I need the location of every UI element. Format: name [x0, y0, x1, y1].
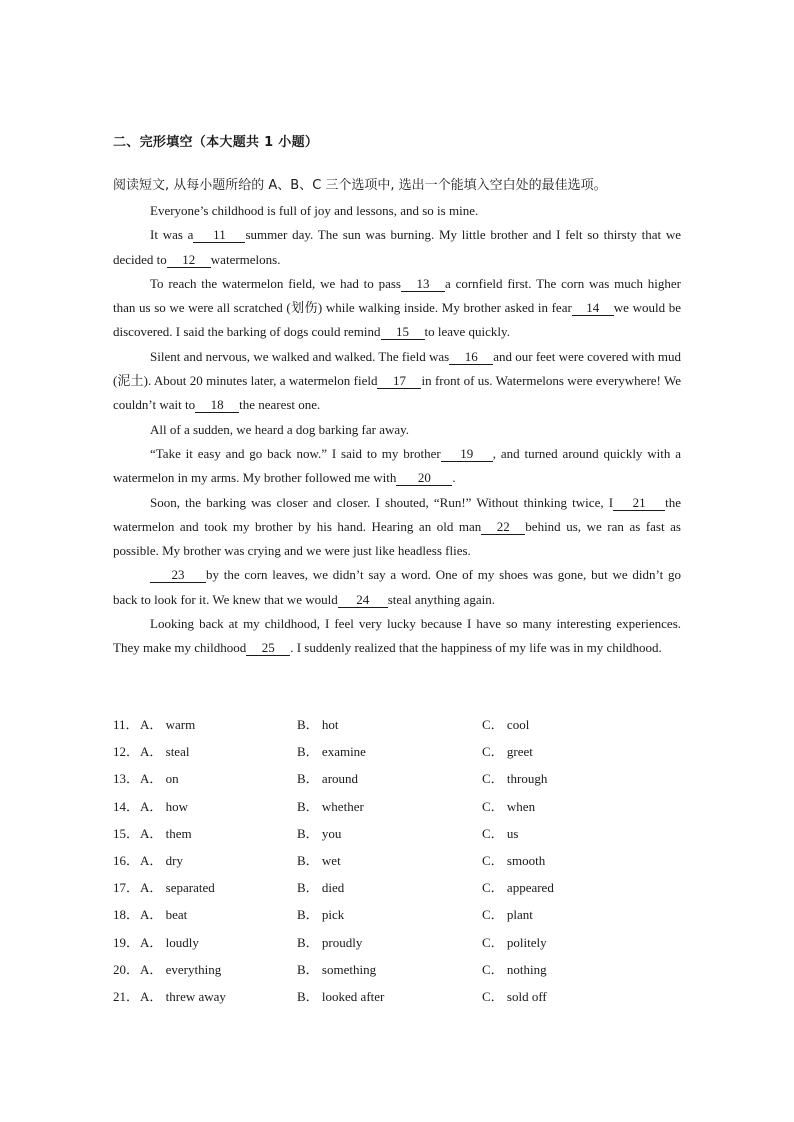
option-c: C． us [482, 825, 519, 841]
question-number: 17． [113, 880, 140, 896]
option-c: C． smooth [482, 852, 546, 868]
question-number: 12． [113, 744, 140, 760]
blank-22: 22 [481, 519, 525, 535]
option-b: B． looked after [297, 988, 385, 1004]
passage-text: . I suddenly realized that the happiness of my life was in my childhood. [290, 640, 662, 656]
option-a: A． steal [140, 744, 190, 760]
instruction-text: 阅读短文, 从每小题所给的 A、B、C 三个选项中, 选出一个能填入空白处的最佳选项。 [113, 178, 607, 193]
option-b: B． wet [297, 852, 341, 868]
passage-text: “Take it easy and go back now.” I said to my brother [150, 445, 441, 461]
passage-text: to leave quickly. [424, 324, 510, 340]
paragraph [113, 491, 681, 564]
option-b: B． you [297, 825, 342, 841]
passage-text: the watermelon and took my brother by his hand. Hearing an old man [113, 494, 681, 534]
option-c: C． greet [482, 744, 533, 760]
passage-text: Looking back at my childhood, I feel very lucky because I have so many interesting experiences. They make my childhood [113, 616, 681, 656]
option-c: C． appeared [482, 880, 554, 896]
passage-text: the nearest one. [239, 397, 321, 413]
question-row [113, 875, 673, 902]
option-b: B． proudly [297, 934, 363, 950]
passage-text: Everyone’s childhood is full of joy and lessons, and so is mine. [150, 203, 479, 218]
option-c: C． cool [482, 717, 530, 732]
option-c: C． politely [482, 934, 547, 950]
passage-text: behind us, we ran as fast as possible. My brother was crying and we were just like headless flies. [113, 518, 681, 559]
blank-13: 13 [401, 276, 445, 292]
question-number: 11． [113, 717, 139, 732]
answer-options [113, 712, 673, 1011]
option-a: A． threw away [140, 988, 226, 1004]
passage-text: and our feet were covered with mud (泥土). About 20 minutes later, a watermelon field [113, 348, 682, 389]
question-row [113, 984, 673, 1011]
paragraph [113, 272, 681, 345]
option-a: A． beat [140, 907, 188, 923]
option-c: C． plant [482, 907, 533, 923]
option-b: B． died [297, 880, 345, 896]
option-a: A． separated [140, 880, 215, 896]
blank-18: 18 [195, 397, 239, 413]
option-b: B． pick [297, 907, 345, 923]
option-b: B． around [297, 771, 359, 787]
passage-text: , and turned around quickly with a watermelon in my arms. My brother followed me with [113, 445, 681, 486]
question-row [113, 739, 673, 766]
option-b: B． whether [297, 798, 364, 814]
option-b: B． hot [297, 717, 339, 732]
passage-text: steal anything again. [387, 591, 495, 607]
option-c: C． through [482, 771, 548, 787]
blank-14: 14 [572, 300, 614, 316]
option-a: A． everything [140, 961, 222, 977]
option-b: B． something [297, 961, 377, 977]
question-number: 21． [113, 988, 140, 1004]
option-b: B． examine [297, 744, 366, 760]
passage-text: by the corn leaves, we didn’t say a word. One of my shoes was gone, but we didn’t go back to look for it. We knew that we would [113, 567, 681, 607]
passage-text: To reach the watermelon field, we had to pass [150, 275, 401, 291]
blank-17: 17 [377, 373, 421, 389]
passage-text: It was a [150, 227, 194, 243]
passage-text: in front of us. Watermelons were everywhere! We couldn’t wait to [113, 373, 681, 413]
option-a: A． warm [140, 717, 196, 732]
passage-text: All of a sudden, we heard a dog barking far away. [150, 421, 410, 437]
paragraph [113, 612, 681, 661]
paragraph [113, 442, 681, 491]
paragraph [113, 223, 681, 272]
blank-23: 23 [150, 567, 206, 583]
question-number: 18． [113, 907, 140, 923]
passage-text: a cornfield first. The corn was much higher than us so we were all scratched (划伤) while walking inside. My brother asked in fear [113, 275, 681, 316]
question-row [113, 902, 673, 929]
question-number: 14． [113, 798, 140, 814]
blank-25: 25 [246, 640, 290, 656]
question-row [113, 821, 673, 848]
paragraph [113, 418, 681, 442]
question-row [113, 930, 673, 957]
option-c: C． sold off [482, 988, 547, 1004]
question-number: 16． [113, 852, 140, 868]
blank-15: 15 [381, 324, 425, 340]
question-row [113, 848, 673, 875]
paragraph [113, 563, 681, 612]
option-a: A． loudly [140, 934, 199, 950]
question-number: 19． [113, 934, 140, 950]
question-row [113, 712, 673, 739]
passage-text: Soon, the barking was closer and closer. I shouted, “Run!” Without thinking twice, I [150, 494, 614, 510]
paragraph [113, 199, 681, 223]
question-row [113, 766, 673, 793]
option-a: A． on [140, 771, 179, 787]
option-a: A． how [140, 798, 189, 814]
passage-text: summer day. The sun was burning. My little brother and I felt so thirsty that we decided to [113, 227, 681, 267]
blank-16: 16 [449, 349, 493, 365]
paragraph [113, 345, 681, 418]
section-title: 二、完形填空（本大题共 1 小题） [113, 135, 319, 150]
blank-20: 20 [396, 470, 452, 486]
option-a: A． dry [140, 852, 183, 868]
blank-24: 24 [338, 592, 388, 608]
option-a: A． them [140, 825, 192, 841]
passage-text: Silent and nervous, we walked and walked. The field was [150, 348, 450, 364]
question-number: 13． [113, 771, 140, 787]
blank-21: 21 [613, 495, 665, 511]
passage-text: we would be discovered. I said the barking of dogs could remind [113, 300, 681, 340]
blank-12: 12 [167, 252, 211, 268]
question-row [113, 957, 673, 984]
question-row [113, 794, 673, 821]
blank-19: 19 [441, 446, 493, 462]
question-number: 15． [113, 825, 140, 841]
question-number: 20． [113, 961, 140, 977]
cloze-passage [113, 199, 681, 661]
blank-11: 11 [193, 227, 245, 243]
passage-text: watermelons. [210, 251, 281, 267]
passage-text: . [452, 470, 456, 486]
option-c: C． nothing [482, 961, 547, 977]
option-c: C． when [482, 798, 536, 814]
